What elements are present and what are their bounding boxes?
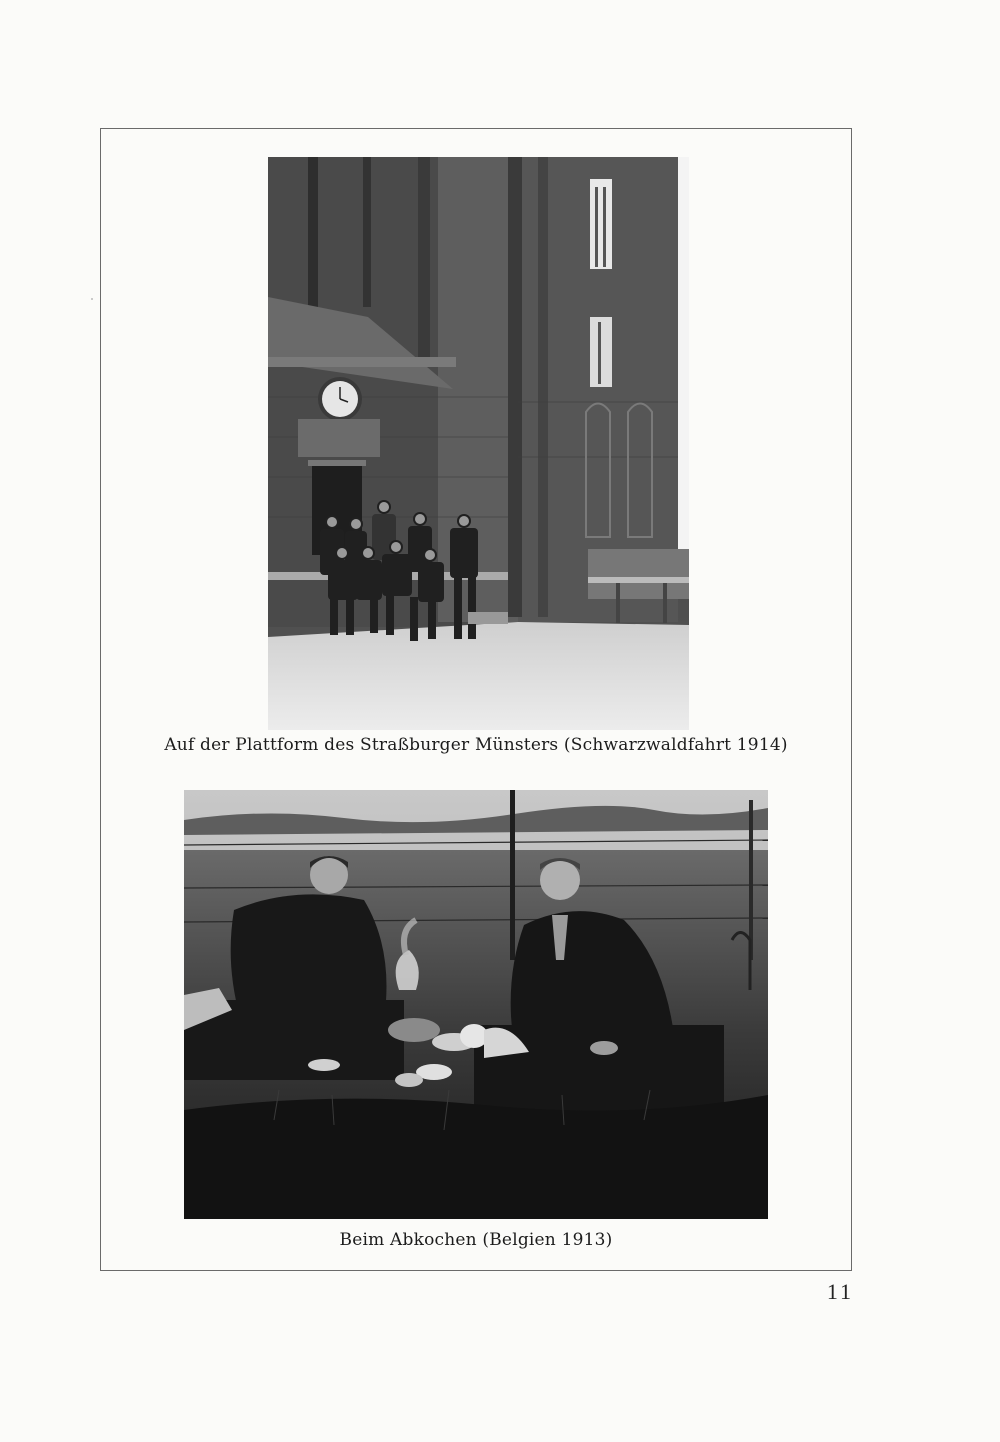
strassburg-minster-platform-photo — [268, 157, 689, 730]
cooking-outdoors-belgium-photo — [184, 790, 768, 1219]
paper-speck — [91, 298, 93, 300]
figure-caption: Beim Abkochen (Belgien 1913) — [339, 1230, 613, 1250]
page-number: 11 — [826, 1279, 854, 1304]
figure-caption: Auf der Plattform des Straßburger Münsters (Schwarzwaldfahrt 1914) — [164, 735, 788, 755]
